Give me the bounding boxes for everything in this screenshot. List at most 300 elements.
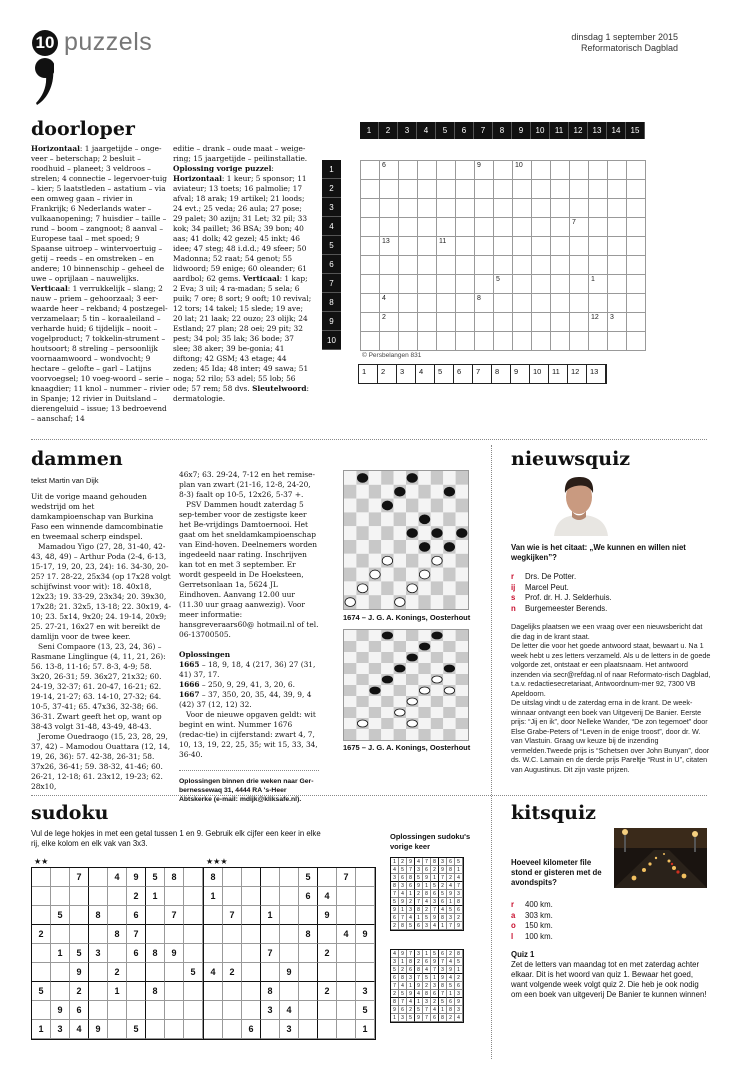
- board-square: [369, 707, 381, 718]
- crossword-cell: [418, 294, 437, 313]
- sudoku-solution-cell: 6: [431, 1014, 439, 1022]
- sudoku-cell: 5: [70, 944, 89, 963]
- sudoku-solution-cell: 8: [455, 898, 463, 906]
- sudoku-solution-cell: 8: [423, 990, 431, 998]
- sudoku-cell: [299, 1001, 318, 1020]
- crossword-cell: [380, 199, 399, 218]
- crossword-cell: [627, 332, 646, 351]
- sudoku-cell: [242, 887, 261, 906]
- black-piece: [382, 676, 392, 683]
- quiz-option: [511, 604, 706, 615]
- crossword-cell: [475, 180, 494, 199]
- sudoku-cell: [299, 906, 318, 925]
- crossword-cell: [418, 199, 437, 218]
- board-square: [456, 652, 468, 663]
- board-square: [381, 526, 393, 540]
- board-square: [406, 512, 418, 526]
- crossword-cell: [380, 275, 399, 294]
- sudoku-cell: [70, 906, 89, 925]
- crossword-cell: [513, 199, 532, 218]
- crossword-credit: © Persbelangen 831: [362, 352, 422, 359]
- sudoku-solution-cell: 9: [439, 866, 447, 874]
- crossword-cell: [494, 199, 513, 218]
- board-square: [456, 674, 468, 685]
- crossword-cell: [589, 199, 608, 218]
- solution-cell: 3: [397, 365, 416, 383]
- sudoku-cell: 4: [318, 887, 337, 906]
- board-square: [344, 499, 356, 513]
- board-square: [431, 540, 443, 554]
- board-square: [344, 554, 356, 568]
- crossword-col-number: 10: [531, 122, 550, 139]
- crossword-cell: [361, 218, 380, 237]
- sudoku-solution-cell: 2: [447, 1014, 455, 1022]
- sudoku-cell: 4: [70, 1020, 89, 1039]
- sudoku-solution-cell: 5: [391, 966, 399, 974]
- sudoku-cell: 2: [318, 982, 337, 1001]
- crossword-cell: [532, 332, 551, 351]
- crossword-cell: 6: [380, 161, 399, 180]
- crossword-cell: [399, 313, 418, 332]
- board-square: [369, 663, 381, 674]
- board-square: [443, 568, 455, 582]
- black-piece: [419, 643, 429, 650]
- crossword-cell: [513, 180, 532, 199]
- crossword-cell: [532, 180, 551, 199]
- sudoku-cell: [184, 925, 203, 944]
- crossword-cell: [456, 218, 475, 237]
- crossword-cell: [570, 180, 589, 199]
- sudoku-solution-cell: 3: [431, 898, 439, 906]
- board-square: [431, 595, 443, 609]
- board-square: [406, 641, 418, 652]
- sudoku-solution-cell: 8: [447, 866, 455, 874]
- sudoku-solution-cell: 7: [447, 922, 455, 930]
- nieuwsquiz-question: Van wie is het citaat: „We kunnen en willen niet wegkijken”?: [511, 543, 686, 562]
- board-square: [381, 595, 393, 609]
- crossword-cell: [418, 256, 437, 275]
- crossword-cell: 11: [437, 237, 456, 256]
- sudoku-cell: 1: [356, 1020, 375, 1039]
- board-square: [369, 641, 381, 652]
- crossword-cell: [380, 256, 399, 275]
- crossword-cell: 3: [608, 313, 627, 332]
- crossword-cell: [456, 237, 475, 256]
- option-letter: n: [511, 603, 516, 613]
- board-square: [369, 729, 381, 740]
- sudoku-cell: [318, 963, 337, 982]
- white-piece: [357, 720, 367, 727]
- sudoku-cell: [261, 868, 280, 887]
- crossword-cell: [589, 237, 608, 256]
- sudoku-solution-cell: 9: [415, 982, 423, 990]
- sudoku-cell: [204, 906, 223, 925]
- crossword-cell: [532, 199, 551, 218]
- black-piece: [357, 473, 367, 482]
- board-square: [406, 674, 418, 685]
- dammen-submit-info: Oplossingen binnen drie weken naar Ger-bernessewaq 31, 4444 RA 's-Heer Abtskerke (e-mail: mdijk@kliksafe.nl).: [179, 770, 319, 804]
- sudoku-solution-cell: 8: [447, 1006, 455, 1014]
- sudoku-solution-cell: 5: [439, 890, 447, 898]
- sudoku-cell: [299, 1020, 318, 1039]
- sudoku-solution-cell: 2: [415, 890, 423, 898]
- sudoku-cell: [165, 1001, 184, 1020]
- sudoku-solution-cell: 1: [431, 874, 439, 882]
- draughts-board-1674: [343, 470, 469, 610]
- board-square: [344, 485, 356, 499]
- crossword-cell: [608, 256, 627, 275]
- sudoku-cell: 2: [223, 963, 242, 982]
- sudoku-cell: [51, 868, 70, 887]
- board-square: [431, 568, 443, 582]
- sudoku-solution-cell: 2: [399, 858, 407, 866]
- crossword-row-number: 3: [322, 198, 341, 217]
- sudoku-solution-cell: 3: [423, 998, 431, 1006]
- board-square: [406, 499, 418, 513]
- board-square: [369, 718, 381, 729]
- sudoku-solution-cell: 3: [439, 966, 447, 974]
- dammen-column2-text: 46x7; 63. 29-24, 7-12 en het remise-plan van zwart (21-16, 12-8, 24-20, 8-3) faalt op 10-5, 12x26, 5-37 +. PSV Dammen houdt zaterdag 5 sep-tember voor de zestigste keer het Be-vrijdings Damtoernooi. Het gaat om het sneldamkampioenschap van Eind-hoven. Deelnemers worden ingedeeld naar rating. Inschrijven kan tot en met 3 september. Er wordt gespeeld in De Hoeksteen, Gerretsonlaan 1a, 5624 JL Eindhoven. Aanvang 12.00 uur (11.30 uur graag aanwezig). Voor meer informatie: hansgreveraars60@ hotmail.nl of tel. 06-13700505.: [179, 470, 319, 639]
- crossword-row-number: 8: [322, 293, 341, 312]
- kitsquiz-options: [511, 900, 611, 942]
- crossword-cell: [475, 218, 494, 237]
- sudoku-cell: 9: [89, 1020, 108, 1039]
- crossword-cell: [399, 218, 418, 237]
- sudoku-cell: 9: [70, 963, 89, 982]
- white-piece: [419, 687, 429, 694]
- sudoku-cell: [51, 963, 70, 982]
- sudoku-cell: 5: [146, 868, 165, 887]
- board-square: [456, 718, 468, 729]
- crossword-cell: [361, 294, 380, 313]
- crossword-cell: 2: [380, 313, 399, 332]
- sudoku-solution-cell: 3: [447, 914, 455, 922]
- crossword-col-number: 13: [588, 122, 607, 139]
- sudoku-cell: 4: [337, 925, 356, 944]
- sudoku-solution-cell: 6: [455, 906, 463, 914]
- board-square: [456, 595, 468, 609]
- crossword-solution-row: [358, 364, 607, 384]
- board-square: [456, 554, 468, 568]
- solution-cell: 10: [530, 365, 549, 383]
- sudoku-title: sudoku: [31, 802, 109, 824]
- sudoku-solution-cell: 7: [399, 914, 407, 922]
- option-letter: o: [511, 921, 516, 930]
- sudoku-cell: [280, 868, 299, 887]
- board-square: [394, 512, 406, 526]
- sudoku-solution-cell: 8: [391, 882, 399, 890]
- board-square: [394, 652, 406, 663]
- crossword-cell: [475, 275, 494, 294]
- sudoku-cell: [146, 1020, 165, 1039]
- sudoku-cell: 9: [280, 963, 299, 982]
- board-square: [356, 652, 368, 663]
- sudoku-cell: [280, 925, 299, 944]
- crossword-cell: 12: [589, 313, 608, 332]
- crossword-cell: [437, 294, 456, 313]
- crossword-cell: [456, 332, 475, 351]
- crossword-col-number: 5: [436, 122, 455, 139]
- board-square: [394, 526, 406, 540]
- board-square: [406, 485, 418, 499]
- board-square: [418, 652, 430, 663]
- crossword-cell: [627, 180, 646, 199]
- nieuwsquiz-title: nieuwsquiz: [511, 448, 631, 470]
- crossword-cell: [418, 161, 437, 180]
- crossword-row-number: 1: [322, 160, 341, 179]
- sudoku-cell: 4: [108, 868, 127, 887]
- sudoku-cell: [318, 1001, 337, 1020]
- white-piece: [345, 598, 355, 607]
- board-caption-1674: 1674 – J. G. A. Konings, Oosterhout: [343, 613, 471, 622]
- sudoku-cell: [32, 887, 51, 906]
- sudoku-solution-cell: 3: [407, 974, 415, 982]
- sudoku-solution-cell: 6: [439, 950, 447, 958]
- crossword-col-number: 3: [398, 122, 417, 139]
- sudoku-solution-cell: 7: [455, 882, 463, 890]
- sudoku-cell: 9: [356, 925, 375, 944]
- board-square: [431, 729, 443, 740]
- board-square: [381, 663, 393, 674]
- board-square: [381, 568, 393, 582]
- sudoku-solution-cell: 7: [415, 898, 423, 906]
- board-square: [344, 471, 356, 485]
- sudoku-solution-cell: 1: [455, 966, 463, 974]
- sudoku-solution-cell: 7: [399, 998, 407, 1006]
- sudoku-cell: [165, 887, 184, 906]
- crossword-cell: [551, 237, 570, 256]
- sudoku-solution-1: [390, 857, 464, 931]
- sudoku-solution-cell: 9: [415, 882, 423, 890]
- sudoku-solution-cell: 6: [407, 882, 415, 890]
- board-square: [381, 581, 393, 595]
- sudoku-cell: [318, 925, 337, 944]
- board-square: [418, 674, 430, 685]
- sudoku-solution-cell: 6: [455, 982, 463, 990]
- kitsquiz-quiz-title: Quiz 1: [511, 950, 535, 959]
- board-square: [344, 696, 356, 707]
- crossword-cell: [551, 161, 570, 180]
- sudoku-cell: 2: [127, 887, 146, 906]
- sudoku-solution-cell: 2: [455, 974, 463, 982]
- sudoku-solution-cell: 5: [423, 974, 431, 982]
- black-piece: [432, 632, 442, 639]
- crossword-cell: [437, 313, 456, 332]
- sudoku-cell: [356, 944, 375, 963]
- sudoku-cell: [280, 887, 299, 906]
- sudoku-solution-cell: 6: [407, 966, 415, 974]
- black-piece: [419, 515, 429, 524]
- crossword-cell: [361, 237, 380, 256]
- sudoku-solution-cell: 5: [439, 998, 447, 1006]
- board-square: [456, 663, 468, 674]
- board-square: [443, 499, 455, 513]
- crossword-cell: [513, 294, 532, 313]
- crossword-row-number: 2: [322, 179, 341, 198]
- sudoku-solution-cell: 8: [407, 958, 415, 966]
- sudoku-solution-cell: 2: [447, 950, 455, 958]
- crossword-grid: [360, 160, 646, 351]
- quiz-option: [511, 932, 611, 943]
- sudoku-solution-cell: 3: [455, 890, 463, 898]
- sudoku-cell: 4: [280, 1001, 299, 1020]
- board-square: [369, 526, 381, 540]
- option-text: Drs. De Potter.: [525, 572, 577, 581]
- crossword-cell: 13: [380, 237, 399, 256]
- sudoku-solution-cell: 4: [439, 906, 447, 914]
- board-square: [418, 595, 430, 609]
- crossword-cell: [399, 332, 418, 351]
- sudoku-cell: [356, 906, 375, 925]
- sudoku-solution-cell: 5: [415, 874, 423, 882]
- sudoku-cell: 7: [127, 925, 146, 944]
- sudoku-solution-cell: 3: [407, 906, 415, 914]
- sudoku-cell: [318, 868, 337, 887]
- board-square: [394, 540, 406, 554]
- board-square: [443, 526, 455, 540]
- board-square: [406, 568, 418, 582]
- sudoku-cell: 5: [184, 963, 203, 982]
- crossword-cell: [532, 237, 551, 256]
- crossword-cell: [551, 294, 570, 313]
- quiz-option: [511, 921, 611, 932]
- crossword-cell: [494, 218, 513, 237]
- sudoku-solution-cell: 8: [391, 998, 399, 1006]
- sudoku-cell: [89, 982, 108, 1001]
- sudoku-solution-cell: 4: [391, 866, 399, 874]
- sudoku-cell: 3: [261, 1001, 280, 1020]
- sudoku-solution-cell: 9: [423, 874, 431, 882]
- nieuwsquiz-options: [511, 572, 706, 614]
- board-square: [418, 718, 430, 729]
- sudoku-solution-cell: 7: [423, 1014, 431, 1022]
- sudoku-solution-cell: 7: [423, 858, 431, 866]
- crossword-column-numbers: [360, 122, 645, 139]
- crossword-cell: [418, 237, 437, 256]
- board-square: [406, 729, 418, 740]
- crossword-cell: [475, 199, 494, 218]
- board-square: [431, 485, 443, 499]
- crossword-row-number: 5: [322, 236, 341, 255]
- board-square: [394, 685, 406, 696]
- crossword-col-number: 7: [474, 122, 493, 139]
- sudoku-solution-cell: 5: [447, 906, 455, 914]
- white-piece: [407, 584, 417, 593]
- sudoku-solution-cell: 2: [407, 1006, 415, 1014]
- board-square: [456, 568, 468, 582]
- crossword-cell: [456, 161, 475, 180]
- board-square: [406, 707, 418, 718]
- black-piece: [407, 473, 417, 482]
- sudoku-cell: 3: [280, 1020, 299, 1039]
- crossword-cell: [627, 161, 646, 180]
- sudoku-solution-cell: 4: [447, 882, 455, 890]
- crossword-cell: 7: [570, 218, 589, 237]
- crossword-cell: [513, 218, 532, 237]
- crossword-cell: [361, 275, 380, 294]
- board-square: [443, 512, 455, 526]
- crossword-cell: [551, 199, 570, 218]
- sudoku-solution-cell: 2: [399, 966, 407, 974]
- white-piece: [419, 570, 429, 579]
- sudoku-solution-cell: 1: [399, 906, 407, 914]
- page-number: 10: [32, 30, 58, 56]
- sudoku-cell: [146, 1001, 165, 1020]
- solution-cell: 9: [511, 365, 530, 383]
- sudoku-cell: 3: [356, 982, 375, 1001]
- board-square: [344, 729, 356, 740]
- sudoku-solution-cell: 4: [431, 922, 439, 930]
- sudoku-cell: [32, 944, 51, 963]
- board-square: [456, 512, 468, 526]
- sudoku-solution-cell: 4: [455, 874, 463, 882]
- sudoku-cell: [127, 982, 146, 1001]
- board-square: [356, 554, 368, 568]
- board-square: [456, 581, 468, 595]
- board-square: [418, 663, 430, 674]
- sudoku-solution-cell: 1: [415, 914, 423, 922]
- sudoku-solution-cell: 1: [439, 922, 447, 930]
- sudoku-cell: [242, 925, 261, 944]
- board-square: [381, 696, 393, 707]
- crossword-cell: [494, 180, 513, 199]
- white-piece: [395, 709, 405, 716]
- sudoku-cell: 2: [32, 925, 51, 944]
- crossword-cell: 5: [494, 275, 513, 294]
- sudoku-cell: [337, 906, 356, 925]
- kitsquiz-title: kitsquiz: [511, 802, 596, 824]
- board-square: [406, 540, 418, 554]
- crossword-cell: [608, 199, 627, 218]
- board-square: [431, 663, 443, 674]
- crossword-cell: [456, 313, 475, 332]
- board-square: [394, 630, 406, 641]
- board-square: [456, 471, 468, 485]
- sudoku-cell: 6: [127, 906, 146, 925]
- sudoku-cell: 6: [127, 944, 146, 963]
- sudoku-cell: [89, 963, 108, 982]
- crossword-cell: [608, 161, 627, 180]
- board-square: [456, 729, 468, 740]
- sudoku-solution-cell: 2: [447, 874, 455, 882]
- crossword-col-number: 14: [607, 122, 626, 139]
- sudoku-cell: [337, 887, 356, 906]
- sudoku-solution-cell: 1: [439, 1006, 447, 1014]
- sudoku-solution-cell: 5: [431, 950, 439, 958]
- sudoku-solution-cell: 4: [423, 898, 431, 906]
- board-square: [443, 729, 455, 740]
- sudoku-cell: 9: [318, 906, 337, 925]
- traffic-photo: [614, 828, 707, 888]
- crossword-cell: 4: [380, 294, 399, 313]
- crossword-cell: [437, 218, 456, 237]
- sudoku-cell: [51, 925, 70, 944]
- quiz-option: [511, 572, 706, 583]
- sudoku-solution-cell: 4: [447, 974, 455, 982]
- sudoku-solution-cell: 4: [415, 990, 423, 998]
- board-square: [418, 499, 430, 513]
- black-piece: [370, 687, 380, 694]
- crossword-cell: [437, 256, 456, 275]
- sudoku-cell: [165, 982, 184, 1001]
- option-letter: s: [511, 593, 516, 602]
- board-square: [369, 630, 381, 641]
- sudoku-solution-cell: 3: [391, 874, 399, 882]
- sudoku-solution-cell: 3: [391, 958, 399, 966]
- crossword-cell: [570, 199, 589, 218]
- board-square: [394, 581, 406, 595]
- board-square: [431, 685, 443, 696]
